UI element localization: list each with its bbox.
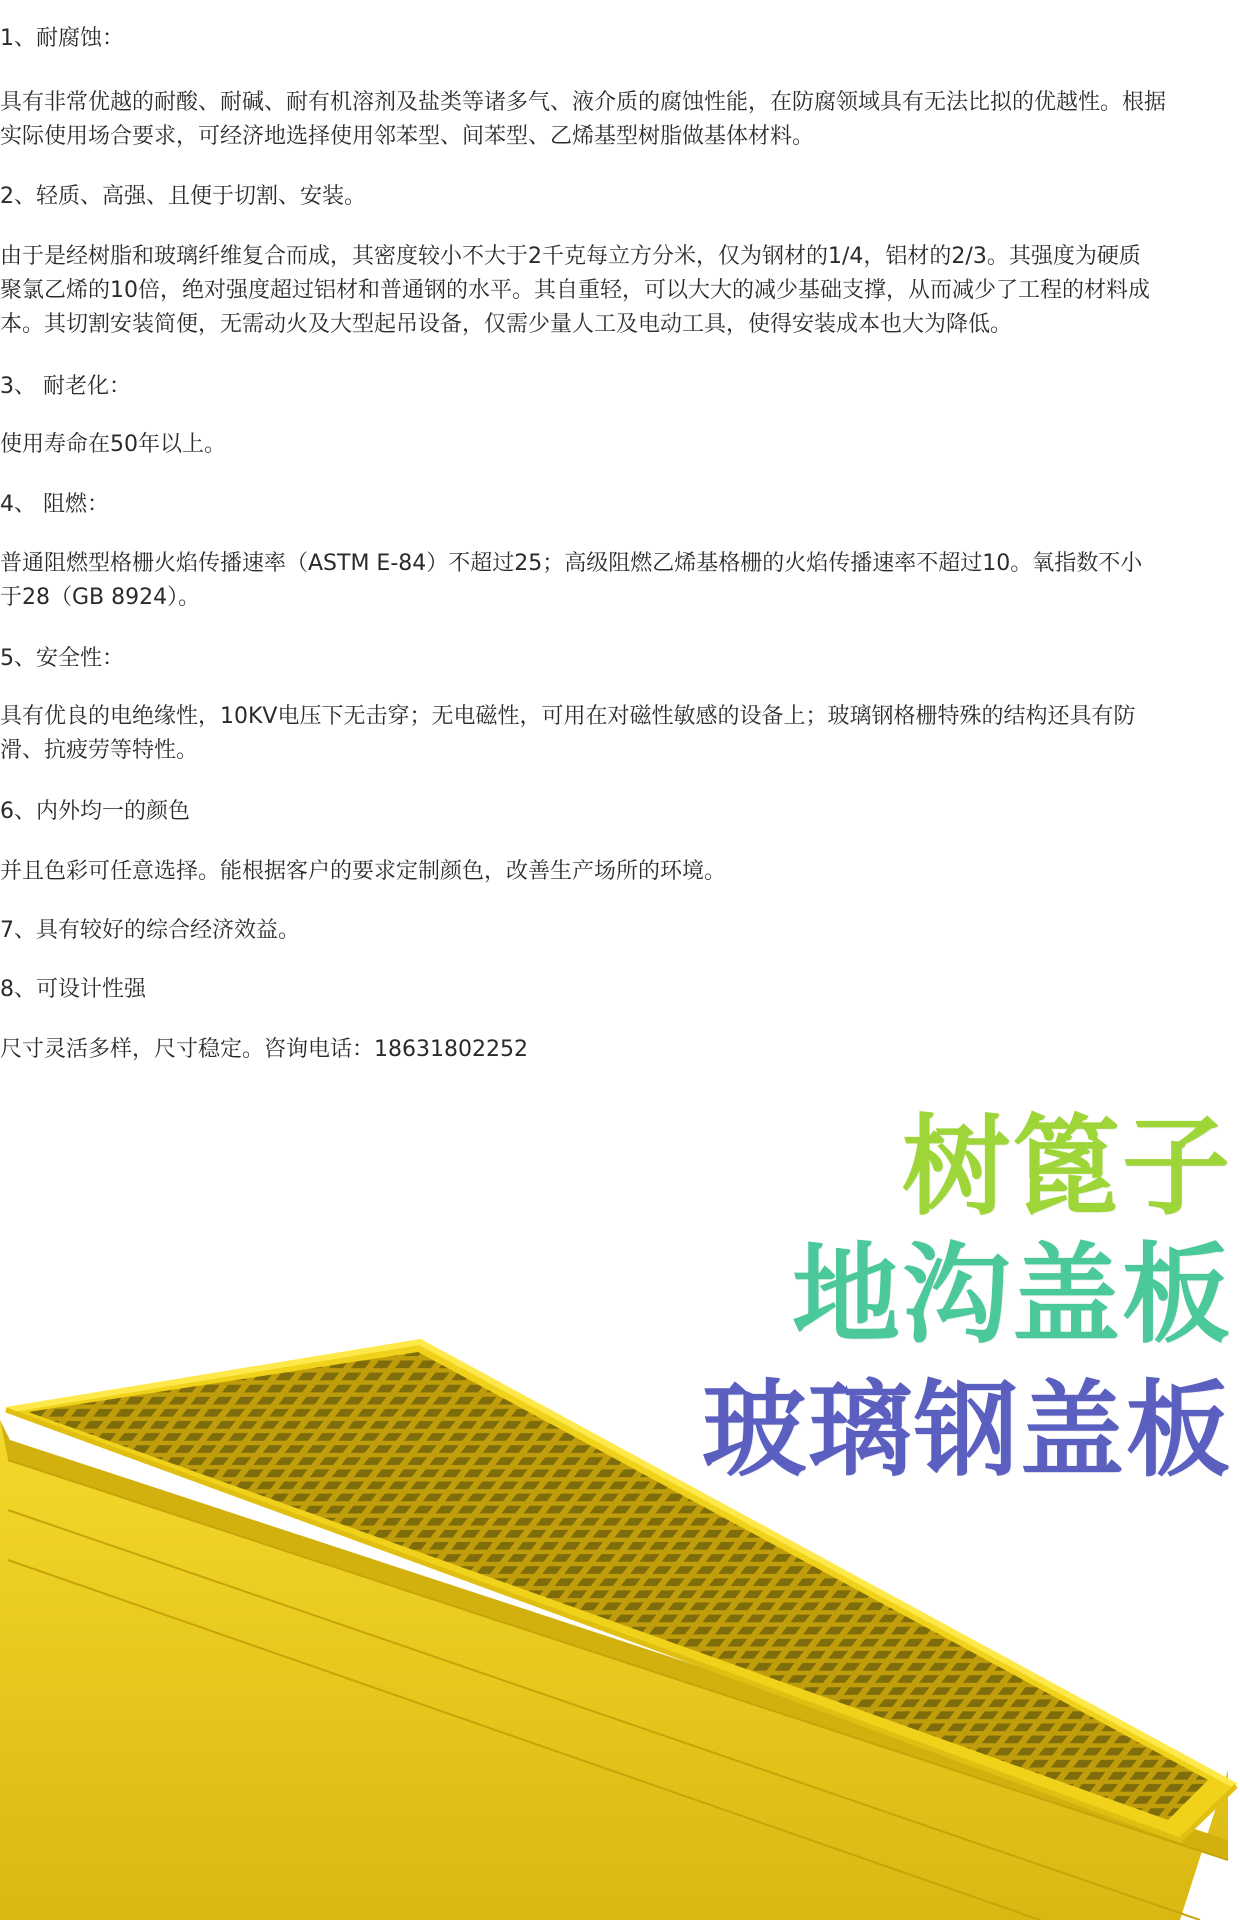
section-2-text-3: 本。其切割安装简便，无需动火及大型起吊设备，仅需少量人工及电动工具，使得安装成本也大为降低。 (0, 312, 1013, 337)
product-banner (0, 1080, 1240, 1920)
section-5-text-1: 具有优良的电绝缘性，10KV电压下无击穿；无电磁性，可用在对磁性敏感的设备上；玻璃钢格栅特殊的结构还具有防 (0, 704, 1136, 729)
section-4-text-2: 于28（GB 8924）。 (0, 585, 201, 610)
section-3-text-1: 使用寿命在50年以上。 (0, 432, 226, 457)
section-2-title: 2、轻质、高强、且便于切割、安装。 (0, 184, 366, 209)
section-6-title: 6、内外均一的颜色 (0, 799, 190, 824)
section-8-text-1: 尺寸灵活多样，尺寸稳定。咨询电话：18631802252 (0, 1037, 528, 1062)
section-8-title: 8、可设计性强 (0, 977, 146, 1002)
headline-shubizi: 树篦子 (901, 1105, 1232, 1230)
section-1-title: 1、耐腐蚀： (0, 26, 124, 51)
section-2-text-1: 由于是经树脂和玻璃纤维复合而成，其密度较小不大于2千克每立方分米，仅为钢材的1/4，铝材的2/3。其强度为硬质 (0, 244, 1141, 269)
section-4-title: 4、 阻燃： (0, 492, 109, 517)
section-5-title: 5、安全性： (0, 646, 124, 671)
section-3-title: 3、 耐老化： (0, 374, 131, 399)
section-6-text-1: 并且色彩可任意选择。能根据客户的要求定制颜色，改善生产场所的环境。 (0, 859, 727, 884)
headline-digou-gaiban: 地沟盖板 (791, 1233, 1232, 1358)
section-2-text-2: 聚氯乙烯的10倍，绝对强度超过铝材和普通钢的水平。其自重轻，可以大大的减少基础支撑，从而减少了工程的材料成 (0, 278, 1150, 303)
section-4-text-1: 普通阻燃型格栅火焰传播速率（ASTM E-84）不超过25；高级阻燃乙烯基格栅的火焰传播速率不超过10。氧指数不小 (0, 551, 1143, 576)
section-1-text-2: 实际使用场合要求，可经济地选择使用邻苯型、间苯型、乙烯基型树脂做基体材料。 (0, 124, 815, 149)
section-7-title: 7、具有较好的综合经济效益。 (0, 918, 300, 943)
section-5-text-2: 滑、抗疲劳等特性。 (0, 738, 199, 763)
section-1-text-1: 具有非常优越的耐酸、耐碱、耐有机溶剂及盐类等诸多气、液介质的腐蚀性能，在防腐领域具有无法比拟的优越性。根据 (0, 90, 1167, 115)
headline-boligang-gaiban: 玻璃钢盖板 (701, 1369, 1232, 1491)
